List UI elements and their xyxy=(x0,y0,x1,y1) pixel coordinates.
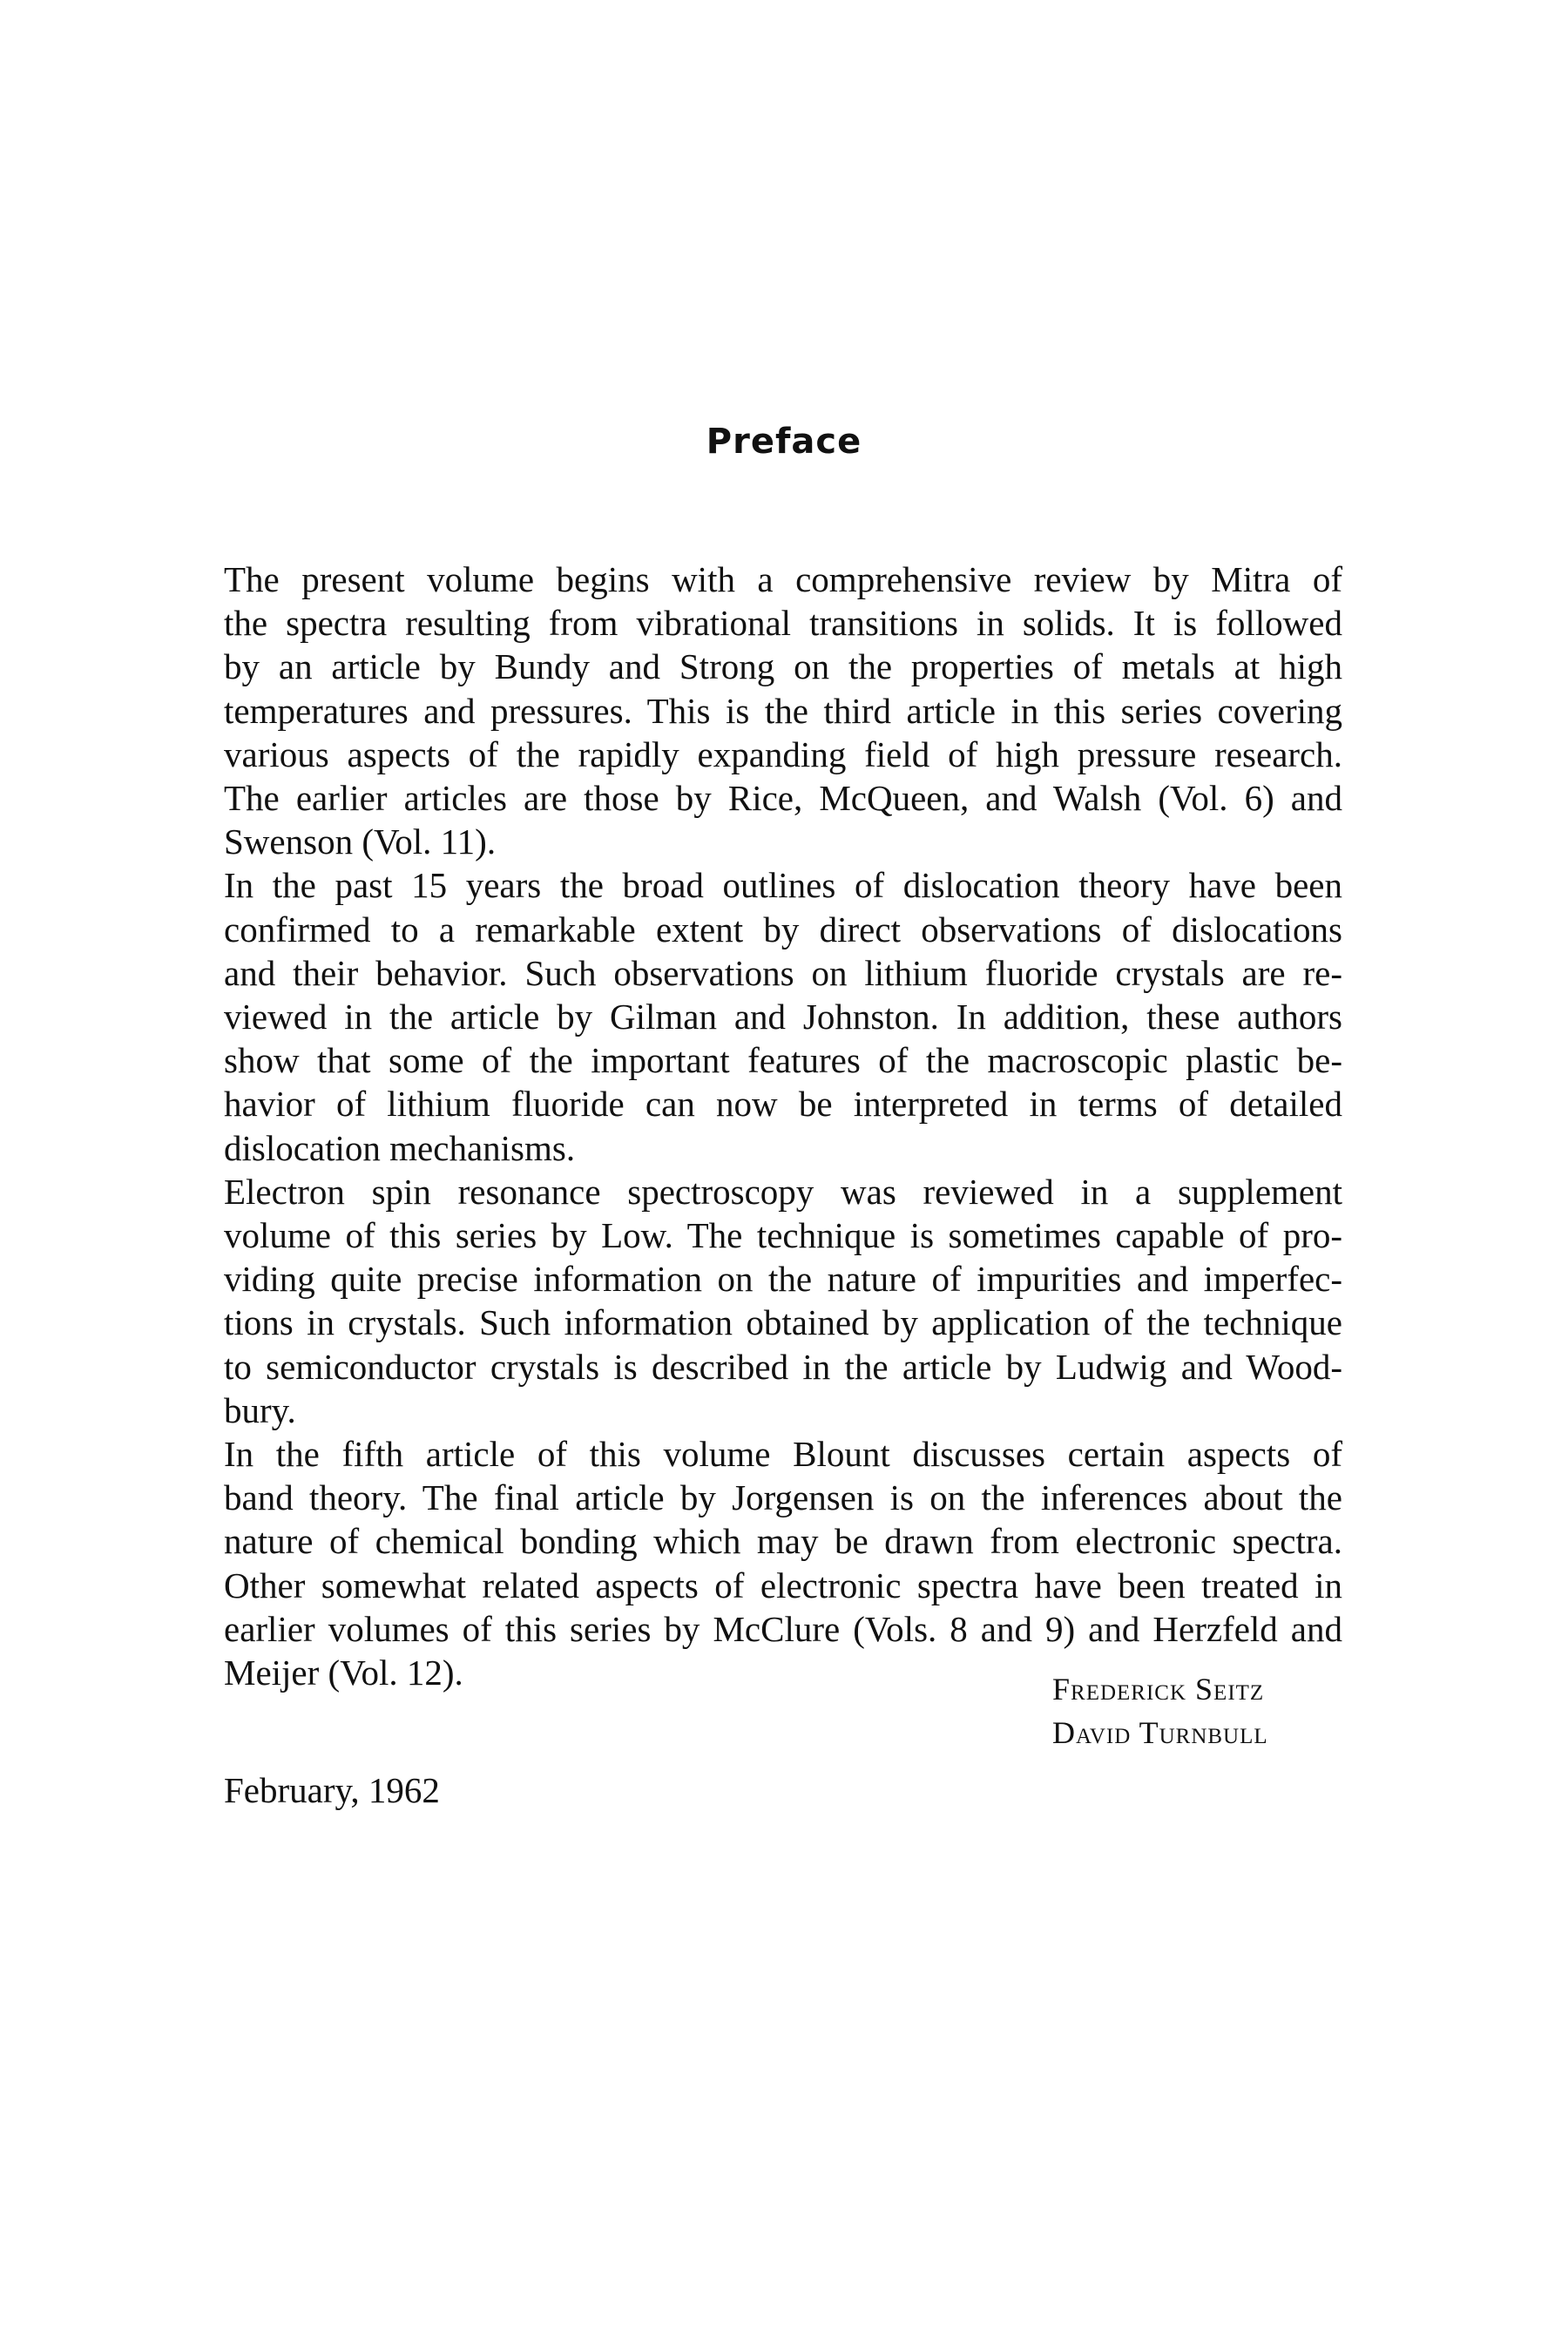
page-title: Preface xyxy=(706,422,862,462)
signature-block xyxy=(1052,1667,1268,1754)
paragraph-line: bury. xyxy=(224,1389,296,1430)
paragraph-line: various aspects of the rapidly expanding field of high pressure research. xyxy=(224,733,1342,774)
paragraph-line: Other somewhat related aspects of electronic spectra have been treated in xyxy=(224,1565,1342,1605)
date-line: February, 1962 xyxy=(224,1770,440,1810)
paragraph-4 xyxy=(224,1432,1342,1694)
paragraph-line: show that some of the important features of the macroscopic plastic be- xyxy=(224,1040,1342,1081)
paragraph-line: to semiconductor crystals is described in the article by Ludwig and Wood- xyxy=(224,1346,1342,1387)
paragraph-line: earlier volumes of this series by McClure (Vols. 8 and 9) and Herzfeld and xyxy=(224,1608,1342,1649)
paragraph-line: temperatures and pressures. This is the third article in this series covering xyxy=(224,690,1342,731)
paragraph-line: tions in crystals. Such information obtained by application of the technique xyxy=(224,1302,1342,1343)
signer-name: David Turnbull xyxy=(1052,1715,1268,1750)
paragraph-line: The earlier articles are those by Rice, McQueen, and Walsh (Vol. 6) and xyxy=(224,778,1342,819)
paragraph-line: Meijer (Vol. 12). xyxy=(224,1652,463,1693)
paragraph-line: viewed in the article by Gilman and Johnston. In addition, these authors xyxy=(224,997,1342,1037)
paragraph-line: viding quite precise information on the nature of impurities and imperfec- xyxy=(224,1259,1342,1300)
paragraph-1 xyxy=(224,558,1342,863)
paragraph-line: and their behavior. Such observations on lithium fluoride crystals are re- xyxy=(224,952,1342,993)
paragraph-2 xyxy=(224,863,1342,1169)
paragraph-line: volume of this series by Low. The technique is sometimes capable of pro- xyxy=(224,1215,1342,1256)
paragraph-line: In the past 15 years the broad outlines of dislocation theory have been xyxy=(224,865,1342,906)
paragraph-line: confirmed to a remarkable extent by direct observations of dislocations xyxy=(224,909,1342,950)
paragraph-3 xyxy=(224,1170,1342,1432)
paragraph-line: band theory. The final article by Jorgensen is on the inferences about the xyxy=(224,1477,1342,1518)
paragraph-line: Electron spin resonance spectroscopy was reviewed in a supplement xyxy=(224,1171,1342,1212)
paragraph-line: by an article by Bundy and Strong on the properties of metals at high xyxy=(224,646,1342,687)
paragraph-line: havior of lithium fluoride can now be interpreted in terms of detailed xyxy=(224,1084,1342,1125)
paragraph-line: dislocation mechanisms. xyxy=(224,1127,576,1168)
paragraph-line: The present volume begins with a comprehensive review by Mitra of xyxy=(224,559,1342,599)
paragraph-line: the spectra resulting from vibrational transitions in solids. It is followed xyxy=(224,603,1342,644)
preface-body xyxy=(224,558,1342,1694)
paragraph-line: In the fifth article of this volume Blount discusses certain aspects of xyxy=(224,1434,1342,1475)
signer-name: Frederick Seitz xyxy=(1052,1672,1265,1707)
paragraph-line: Swenson (Vol. 11). xyxy=(224,821,497,862)
paragraph-line: nature of chemical bonding which may be drawn from electronic spectra. xyxy=(224,1521,1342,1562)
